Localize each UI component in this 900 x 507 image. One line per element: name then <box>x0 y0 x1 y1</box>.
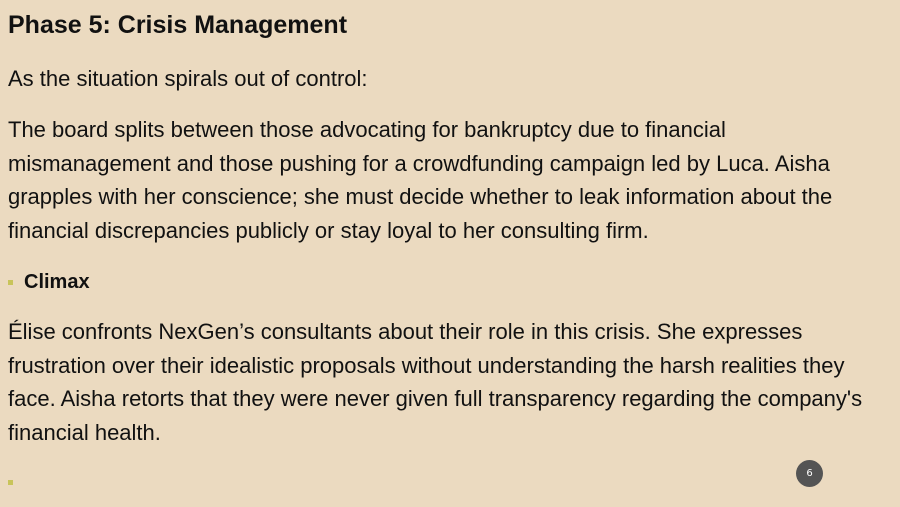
paragraph-climax: Élise confronts NexGen’s consultants about their role in this crisis. She expresses frustration over their idealistic proposals without understanding the harsh realities they face. Aisha retorts that they were never given full transparency regarding the company's financial health. <box>8 319 863 445</box>
slide-title: Phase 5: Crisis Management <box>8 11 348 39</box>
page-number-badge: 6 <box>796 460 823 487</box>
paragraph-board-split: The board splits between those advocating for bankruptcy due to financial mismanagement and those pushing for a crowdfunding campaign led by Luca. Aisha grapples with her conscience; she must decide whether to leak information about the financial discrepancies publicly or stay loyal to her consulting firm. <box>8 117 833 243</box>
intro-text: As the situation spirals out of control: <box>8 66 368 91</box>
empty-bullet-square-icon <box>8 480 13 485</box>
climax-bullet <box>8 267 90 297</box>
bullet-label-climax: Climax <box>24 271 90 293</box>
bullet-square-icon <box>8 280 13 285</box>
